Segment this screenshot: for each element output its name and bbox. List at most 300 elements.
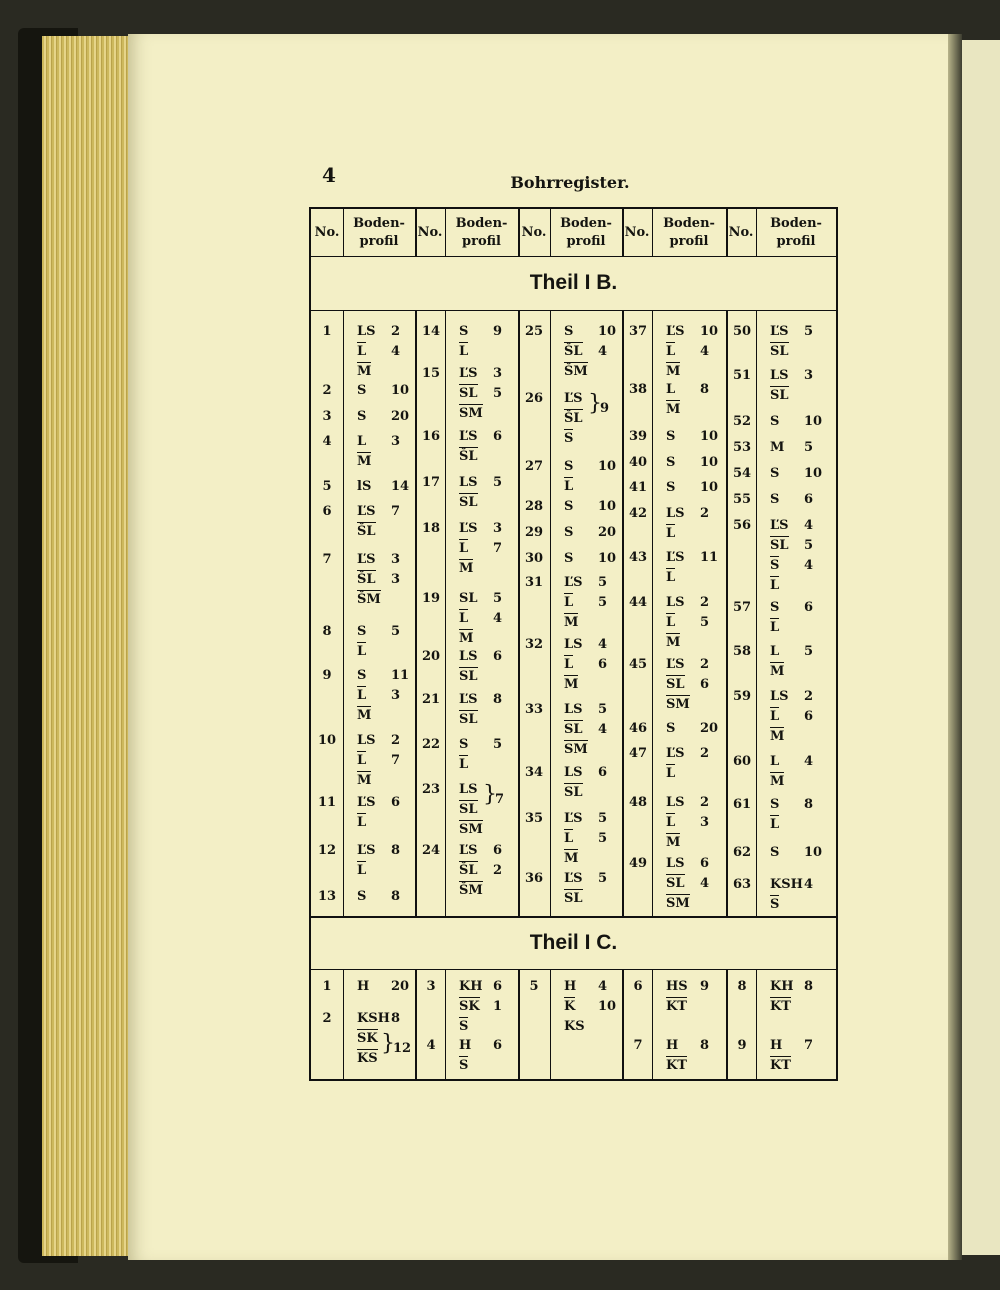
layer-depth: 4 <box>598 979 608 994</box>
entry-number: 9 <box>322 668 332 683</box>
layer-depth: 7 <box>493 541 503 556</box>
soil-code: ĽS <box>564 575 583 590</box>
entry-number: 13 <box>317 889 337 904</box>
column-rule <box>445 310 446 916</box>
soil-layer <box>770 845 830 860</box>
soil-layer <box>459 495 519 510</box>
brace-depth: 12 <box>393 1041 412 1056</box>
soil-code: S <box>666 455 676 470</box>
header-bodenprofil <box>550 209 622 256</box>
soil-layer <box>564 499 624 514</box>
entry-number: 12 <box>317 843 337 858</box>
layer-depth: 6 <box>493 429 503 444</box>
soil-layer <box>666 480 726 495</box>
soil-code: S <box>564 499 574 514</box>
layer-depth: 6 <box>804 492 814 507</box>
soil-layer <box>770 999 830 1014</box>
soil-layer <box>564 657 624 672</box>
soil-layer <box>666 876 726 891</box>
soil-code: ĽS <box>357 504 376 519</box>
layer-depth: 6 <box>493 649 503 664</box>
soil-layer <box>770 709 830 724</box>
layer-depth: 5 <box>493 737 503 752</box>
soil-code: LS <box>564 637 583 652</box>
soil-layer <box>564 637 624 652</box>
soil-code: M <box>459 631 474 646</box>
soil-code: S <box>564 525 574 540</box>
soil-layer <box>770 754 830 769</box>
entry-number: 7 <box>322 552 332 567</box>
header-bodenprofil-bottom: profil <box>566 233 606 249</box>
entry-number: 50 <box>732 324 752 339</box>
soil-code: KH <box>770 979 794 994</box>
soil-layer <box>459 366 519 381</box>
soil-layer <box>666 677 726 692</box>
soil-code: KH <box>459 979 483 994</box>
header-bodenprofil-top: Boden- <box>353 215 405 231</box>
soil-layer <box>459 561 519 576</box>
soil-layer <box>564 785 624 800</box>
soil-code: HS <box>666 979 688 994</box>
layer-depth: 4 <box>804 877 814 892</box>
entry-number: 17 <box>421 475 441 490</box>
soil-layer <box>459 591 519 606</box>
soil-code: ĽS <box>459 843 478 858</box>
column-rule <box>550 969 551 1079</box>
soil-layer <box>666 697 726 712</box>
header-bodenprofil <box>652 209 726 256</box>
soil-layer <box>459 843 519 858</box>
layer-depth: 8 <box>493 692 503 707</box>
soil-code: ĽS <box>666 746 685 761</box>
entry-number: 27 <box>524 459 544 474</box>
entry-number: 47 <box>628 746 648 761</box>
layer-depth: 3 <box>700 815 710 830</box>
entry-number: 32 <box>524 637 544 652</box>
layer-depth: 2 <box>700 795 710 810</box>
entry-number: 3 <box>322 409 332 424</box>
soil-code: L <box>357 434 367 449</box>
soil-layer <box>357 979 417 994</box>
soil-layer <box>770 440 830 455</box>
soil-code: SL <box>459 386 478 401</box>
layer-depth: 10 <box>598 499 617 514</box>
soil-layer <box>666 1058 726 1073</box>
soil-layer <box>459 712 519 727</box>
soil-layer <box>357 668 417 683</box>
header-bodenprofil <box>343 209 415 256</box>
soil-code: L <box>564 831 574 846</box>
soil-layer <box>666 429 726 444</box>
soil-layer <box>770 558 830 573</box>
soil-code: LS <box>666 856 685 871</box>
layer-depth: 2 <box>391 733 401 748</box>
entry-number: 11 <box>317 795 337 810</box>
page-number: 4 <box>322 163 336 187</box>
layer-depth: 4 <box>598 637 608 652</box>
soil-layer <box>564 615 624 630</box>
layer-depth: 9 <box>493 324 503 339</box>
soil-layer <box>770 897 830 912</box>
soil-layer <box>357 733 417 748</box>
soil-code: S <box>459 1058 469 1073</box>
layer-depth: 20 <box>700 721 719 736</box>
soil-layer <box>564 525 624 540</box>
layer-depth: 5 <box>700 615 710 630</box>
soil-layer <box>357 454 417 469</box>
soil-code: SM <box>459 406 483 421</box>
layer-depth: 4 <box>598 722 608 737</box>
soil-layer <box>459 1058 519 1073</box>
soil-code: SK <box>357 1031 378 1046</box>
entry-number: 6 <box>633 979 643 994</box>
soil-layer <box>666 526 726 541</box>
soil-code: SL <box>459 591 478 606</box>
soil-code: S <box>770 558 780 573</box>
soil-layer <box>459 1019 519 1034</box>
entry-number: 60 <box>732 754 752 769</box>
soil-code: M <box>770 774 785 789</box>
soil-code: LS <box>357 324 376 339</box>
soil-code: ĽS <box>666 550 685 565</box>
entry-number: 57 <box>732 600 752 615</box>
soil-code: ŠL <box>459 863 478 878</box>
soil-code: S <box>357 624 367 639</box>
soil-layer <box>564 831 624 846</box>
soil-code: S <box>459 324 469 339</box>
layer-depth: 2 <box>391 324 401 339</box>
layer-depth: 10 <box>804 466 823 481</box>
soil-code: M <box>666 635 681 650</box>
layer-depth: 5 <box>493 386 503 401</box>
entry-number: 16 <box>421 429 441 444</box>
entry-number: 24 <box>421 843 441 858</box>
soil-layer <box>564 811 624 826</box>
soil-code: ŠM <box>459 883 483 898</box>
layer-depth: 10 <box>804 845 823 860</box>
running-title: Bohrregister. <box>510 173 630 192</box>
soil-layer <box>666 856 726 871</box>
entry-number: 8 <box>322 624 332 639</box>
soil-layer <box>357 409 417 424</box>
soil-code: KSH <box>770 877 803 892</box>
soil-layer <box>564 702 624 717</box>
header-bodenprofil <box>756 209 836 256</box>
brace-depth: 7 <box>495 792 505 807</box>
soil-code: L <box>770 620 780 635</box>
section-rule <box>311 310 836 311</box>
soil-code: S <box>666 721 676 736</box>
header-no: No. <box>521 224 547 240</box>
soil-layer <box>770 368 830 383</box>
layer-depth: 6 <box>598 765 608 780</box>
soil-code: ĽS <box>564 811 583 826</box>
soil-code: H <box>357 979 370 994</box>
soil-layer <box>666 344 726 359</box>
layer-depth: 8 <box>804 797 814 812</box>
layer-depth: 8 <box>804 979 814 994</box>
soil-layer <box>770 414 830 429</box>
soil-code: LS <box>666 795 685 810</box>
soil-layer <box>666 635 726 650</box>
layer-depth: 3 <box>391 434 401 449</box>
soil-layer <box>459 669 519 684</box>
soil-layer <box>770 729 830 744</box>
soil-layer <box>357 364 417 379</box>
soil-code: ĽS <box>357 843 376 858</box>
soil-code: L <box>666 815 676 830</box>
book-gutter <box>948 34 962 1260</box>
entry-number: 2 <box>322 1011 332 1026</box>
layer-depth: 5 <box>493 591 503 606</box>
entry-number: 58 <box>732 644 752 659</box>
soil-code: LS <box>564 702 583 717</box>
soil-layer <box>770 817 830 832</box>
layer-depth: 4 <box>804 558 814 573</box>
soil-layer <box>564 575 624 590</box>
soil-layer <box>357 383 417 398</box>
entry-number: 40 <box>628 455 648 470</box>
soil-layer <box>770 492 830 507</box>
column-rule <box>343 969 344 1079</box>
soil-layer <box>666 455 726 470</box>
soil-code: SL <box>564 722 583 737</box>
soil-layer <box>666 815 726 830</box>
column-divider <box>622 209 624 256</box>
soil-code: L <box>459 757 469 772</box>
layer-depth: 3 <box>391 552 401 567</box>
page-edges <box>42 36 134 1256</box>
soil-layer <box>564 677 624 692</box>
soil-layer <box>564 1019 624 1034</box>
column-rule <box>756 209 757 256</box>
soil-code: LS <box>459 649 478 664</box>
soil-code: S <box>770 466 780 481</box>
layer-depth: 6 <box>391 795 401 810</box>
soil-layer <box>666 999 726 1014</box>
soil-layer <box>564 595 624 610</box>
soil-layer <box>459 611 519 626</box>
soil-layer <box>770 538 830 553</box>
soil-code: SL <box>770 388 789 403</box>
soil-layer <box>357 889 417 904</box>
entry-number: 37 <box>628 324 648 339</box>
entry-number: 56 <box>732 518 752 533</box>
entry-number: 26 <box>524 391 544 406</box>
soil-code: SL <box>666 876 685 891</box>
soil-code: ŠL <box>357 572 376 587</box>
soil-layer <box>564 742 624 757</box>
layer-depth: 5 <box>804 538 814 553</box>
entry-number: 18 <box>421 521 441 536</box>
layer-depth: 3 <box>493 521 503 536</box>
soil-layer <box>564 871 624 886</box>
soil-layer <box>770 620 830 635</box>
layer-depth: 10 <box>700 455 719 470</box>
soil-layer <box>459 631 519 646</box>
soil-code: KT <box>666 999 687 1014</box>
soil-layer <box>459 541 519 556</box>
layer-depth: 5 <box>598 575 608 590</box>
soil-layer <box>564 891 624 906</box>
entry-number: 22 <box>421 737 441 752</box>
layer-depth: 10 <box>598 459 617 474</box>
soil-layer <box>459 822 519 837</box>
layer-depth: 10 <box>598 551 617 566</box>
section-divider <box>311 916 836 918</box>
soil-layer <box>459 737 519 752</box>
soil-code: M <box>357 773 372 788</box>
layer-depth: 5 <box>391 624 401 639</box>
entry-number: 14 <box>421 324 441 339</box>
soil-layer <box>564 551 624 566</box>
entry-number: 59 <box>732 689 752 704</box>
soil-code: S <box>770 414 780 429</box>
entry-number: 5 <box>529 979 539 994</box>
entry-number: 4 <box>322 434 332 449</box>
layer-depth: 4 <box>700 876 710 891</box>
soil-code: S <box>666 480 676 495</box>
entry-number: 5 <box>322 479 332 494</box>
soil-layer <box>666 657 726 672</box>
soil-code: S <box>459 737 469 752</box>
soil-code: L <box>459 611 469 626</box>
soil-layer <box>459 863 519 878</box>
column-rule <box>445 209 446 256</box>
soil-code: ŠL <box>357 524 376 539</box>
layer-depth: 4 <box>391 344 401 359</box>
header-bodenprofil-top: Boden- <box>770 215 822 231</box>
entry-number: 39 <box>628 429 648 444</box>
header-no: No. <box>728 224 754 240</box>
soil-code: S <box>357 383 367 398</box>
layer-depth: 6 <box>598 657 608 672</box>
layer-depth: 6 <box>700 677 710 692</box>
soil-code: KSH <box>357 1011 390 1026</box>
layer-depth: 5 <box>804 644 814 659</box>
entry-number: 54 <box>732 466 752 481</box>
soil-code: S <box>770 492 780 507</box>
layer-depth: 10 <box>391 383 410 398</box>
soil-layer <box>666 595 726 610</box>
soil-code: SM <box>666 697 690 712</box>
soil-code: ĽS <box>666 324 685 339</box>
soil-layer <box>770 664 830 679</box>
layer-depth: 5 <box>598 811 608 826</box>
column-rule <box>652 209 653 256</box>
soil-layer <box>666 615 726 630</box>
soil-code: L <box>459 541 469 556</box>
layer-depth: 8 <box>391 889 401 904</box>
soil-layer <box>459 449 519 464</box>
brace-icon: } <box>588 391 602 416</box>
soil-layer <box>770 324 830 339</box>
entry-number: 51 <box>732 368 752 383</box>
column-rule <box>343 209 344 256</box>
soil-layer <box>770 518 830 533</box>
soil-layer <box>459 406 519 421</box>
soil-code: M <box>666 835 681 850</box>
soil-layer <box>357 504 417 519</box>
layer-depth: 5 <box>493 475 503 490</box>
soil-code: M <box>770 664 785 679</box>
entry-number: 10 <box>317 733 337 748</box>
soil-code: LS <box>357 733 376 748</box>
entry-number: 7 <box>633 1038 643 1053</box>
soil-code: ĽS <box>459 692 478 707</box>
soil-layer <box>357 552 417 567</box>
soil-layer <box>666 506 726 521</box>
entry-number: 1 <box>322 324 332 339</box>
layer-depth: 4 <box>493 611 503 626</box>
soil-layer <box>357 815 417 830</box>
layer-depth: 10 <box>598 324 617 339</box>
soil-layer <box>666 795 726 810</box>
soil-code: ĽS <box>357 552 376 567</box>
layer-depth: 20 <box>598 525 617 540</box>
soil-code: SL <box>459 712 478 727</box>
entry-number: 34 <box>524 765 544 780</box>
soil-code: SL <box>770 538 789 553</box>
soil-code: ĽS <box>564 871 583 886</box>
soil-layer <box>459 979 519 994</box>
soil-code: S <box>770 845 780 860</box>
layer-depth: 2 <box>804 689 814 704</box>
soil-layer <box>357 843 417 858</box>
soil-layer <box>459 386 519 401</box>
layer-depth: 6 <box>493 1038 503 1053</box>
entry-number: 46 <box>628 721 648 736</box>
soil-code: L <box>666 344 676 359</box>
soil-code: lS <box>357 479 372 494</box>
soil-code: LS <box>666 506 685 521</box>
entry-number: 30 <box>524 551 544 566</box>
soil-layer <box>459 521 519 536</box>
soil-layer <box>459 429 519 444</box>
soil-layer <box>357 434 417 449</box>
brace-icon: } <box>381 1031 395 1056</box>
soil-code: M <box>666 402 681 417</box>
entry-number: 3 <box>426 979 436 994</box>
brace-depth: 9 <box>600 401 610 416</box>
layer-depth: 8 <box>391 843 401 858</box>
layer-depth: 10 <box>700 429 719 444</box>
soil-layer <box>666 382 726 397</box>
soil-code: L <box>357 344 367 359</box>
soil-code: LS <box>564 765 583 780</box>
soil-code: ĽS <box>459 366 478 381</box>
entry-number: 38 <box>628 382 648 397</box>
soil-code: M <box>770 729 785 744</box>
soil-layer <box>357 708 417 723</box>
soil-code: L <box>357 688 367 703</box>
soil-layer <box>770 578 830 593</box>
soil-code: S <box>564 431 574 446</box>
soil-code: S <box>459 1019 469 1034</box>
column-rule <box>550 310 551 916</box>
column-rule <box>652 310 653 916</box>
soil-layer <box>459 883 519 898</box>
header-no: No. <box>624 224 650 240</box>
soil-code: S <box>666 429 676 444</box>
layer-depth: 1 <box>493 999 503 1014</box>
entry-number: 23 <box>421 782 441 797</box>
soil-layer <box>666 766 726 781</box>
soil-layer <box>564 722 624 737</box>
entry-number: 63 <box>732 877 752 892</box>
layer-depth: 5 <box>598 871 608 886</box>
soil-code: L <box>666 526 676 541</box>
